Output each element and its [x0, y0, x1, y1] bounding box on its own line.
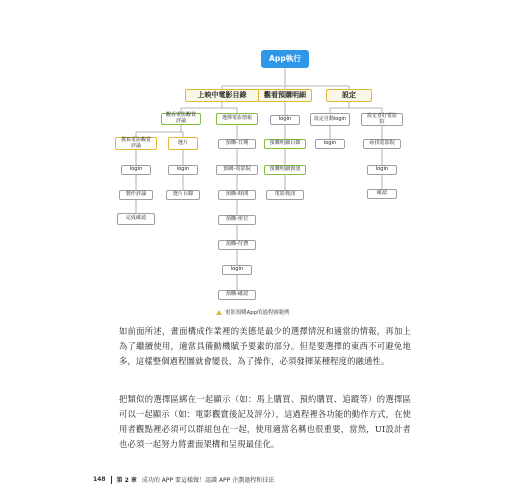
- triangle-icon: [216, 310, 222, 315]
- node-order-confirm: 預購-確認: [218, 290, 256, 300]
- node-order-time: 預購-時間: [218, 190, 256, 200]
- body-paragraph: 把類似的選擇區綁在一起顯示（如：馬上購買、預約購買、追蹤等）的選擇區可以一起顯示（如：電影觀賞後記及評分），這過程裡各功能的動作方式，在使用者觀點裡必須可以群組包在一起，使用適當名稱也很重要，當然，UI設計者也必須一起努力將畫面架構和呈現最佳化。: [119, 394, 411, 449]
- node-order-list: 預購明細目錄: [264, 139, 306, 149]
- node-complete-confirm: 完成確認: [117, 213, 155, 225]
- node-order-seat: 預購-座位: [218, 215, 256, 225]
- node-order-payment: 預購-付費: [218, 240, 256, 250]
- node-film-list: 選片目錄: [166, 190, 200, 200]
- node-order-date: 預購-日期: [218, 139, 256, 149]
- node-login: login: [168, 165, 198, 175]
- category-settings: 設定: [326, 89, 372, 102]
- chapter-label: 第 2 章: [116, 477, 137, 484]
- node-confirm: 確認: [367, 189, 397, 199]
- node-movie-info: 電影資訊: [266, 190, 304, 200]
- category-order-details: 觀看預購明細: [258, 89, 312, 102]
- node-login: login: [222, 265, 252, 275]
- node-write-review: 撰寫電影觀賞 評論: [115, 137, 157, 150]
- node-login: login: [367, 165, 397, 175]
- body-paragraph: 如前面所述，畫面構成作業裡的美德是最少的選擇情況和適當的情報，再加上為了繼續使用，適當具備動機賦予要素的部分。但是要選擇的東西不可避免地多，這樣整個過程圖就會變長，為了操作，必須發揮某種程度的融通性。: [119, 326, 411, 366]
- node-make-review: 製作評論: [119, 190, 153, 200]
- node-find-cinema: 尋找電影院: [363, 139, 401, 149]
- category-now-showing: 上映中電影目錄: [185, 89, 259, 102]
- root-node: App執行: [261, 50, 309, 68]
- chapter-title: 成功的 APP 要這樣做！認識 APP 企劃過程和技法: [141, 477, 275, 484]
- caption-text: 電影預購App的過程圖範例: [225, 310, 290, 316]
- node-login: login: [121, 165, 151, 175]
- node-login: login: [270, 115, 300, 125]
- node-order-info: 預購明細資訊: [264, 165, 306, 175]
- page-footer: [93, 475, 274, 484]
- node-select-film: 選片: [168, 137, 198, 150]
- node-login: login: [315, 139, 345, 149]
- node-view-reviews: 觀看電影觀賞 評論: [161, 113, 201, 125]
- node-auto-login: 設定自動login: [310, 113, 350, 126]
- footer-divider: [111, 476, 112, 484]
- node-select-movie-info: 選擇電影情報: [216, 113, 258, 125]
- node-favorite-cinema: 設定喜好電影 院: [361, 113, 403, 126]
- node-order-cinema: 預購-電影院: [216, 165, 258, 175]
- page-number: 148: [93, 476, 106, 483]
- figure-caption: [216, 308, 289, 316]
